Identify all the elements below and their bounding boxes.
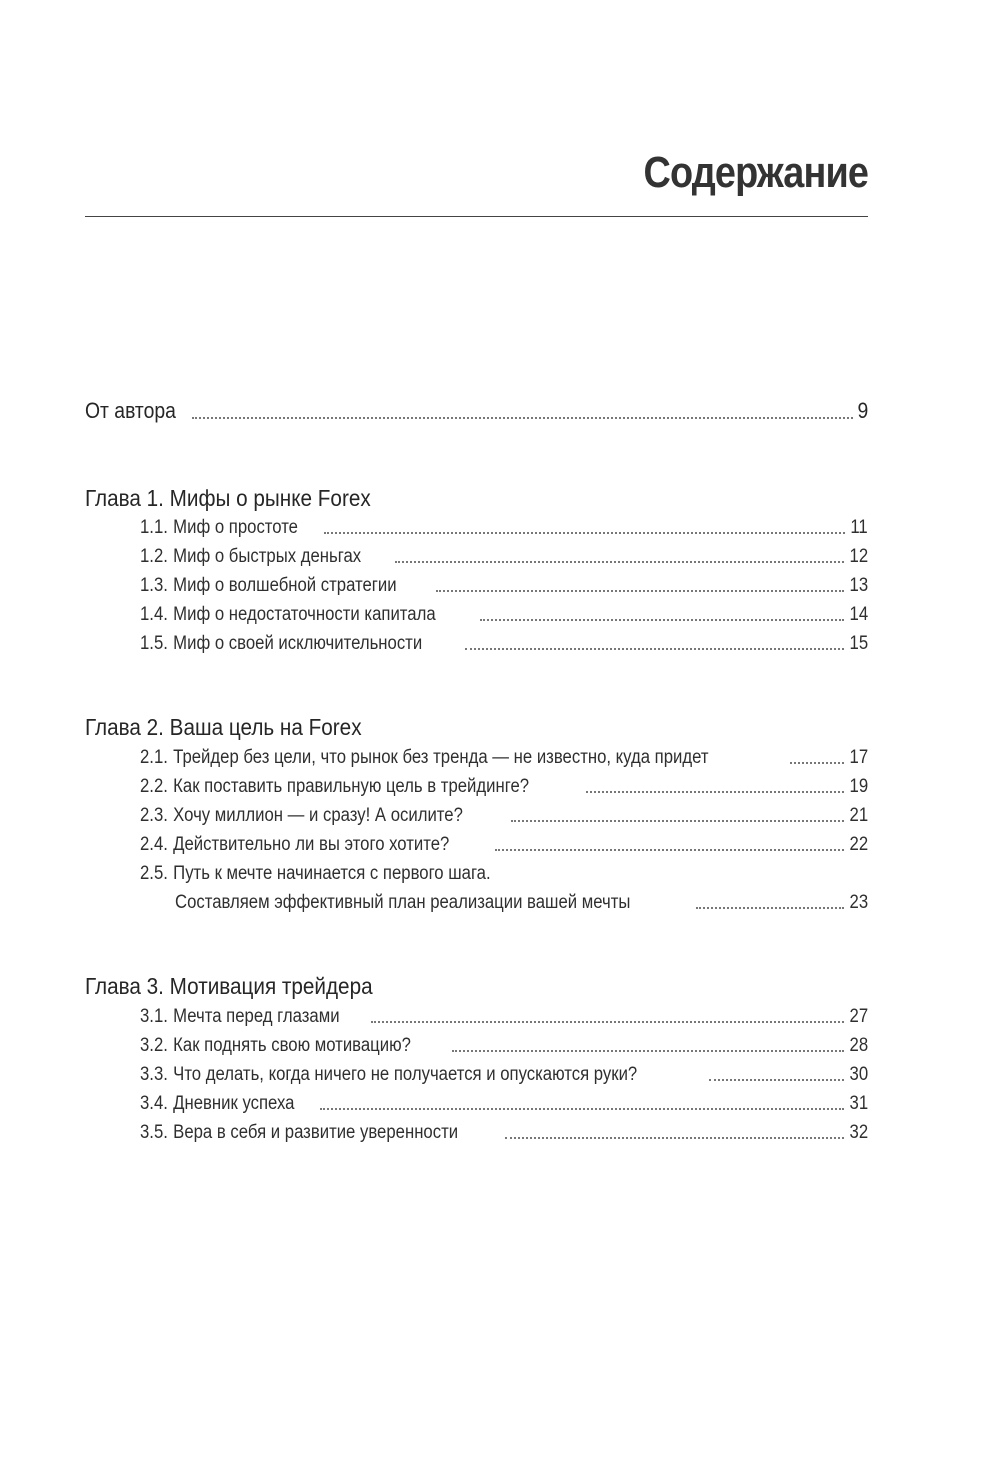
toc-entry[interactable] (140, 1093, 868, 1115)
toc-entry-label: Вера в себя и развитие уверенности (173, 1122, 459, 1143)
toc-entry-number: 1.2. (140, 546, 168, 567)
toc-entry[interactable] (140, 575, 868, 597)
dot-leader (320, 1107, 844, 1110)
toc-entry-label: Дневник успеха (173, 1093, 295, 1114)
toc-entry-number: 1.5. (140, 633, 168, 654)
toc-entry[interactable] (140, 633, 868, 655)
toc-entry-number: 3.1. (140, 1006, 168, 1027)
toc-entry-number: 1.1. (140, 517, 168, 538)
toc-entry[interactable] (140, 834, 868, 856)
toc-page-number: 32 (849, 1122, 868, 1143)
toc-entry-label: Хочу миллион — и сразу! А осилите? (173, 805, 463, 826)
toc-entry-number: 3.2. (140, 1035, 168, 1056)
toc-entry[interactable] (140, 1064, 868, 1086)
dot-leader (495, 848, 843, 851)
dot-leader (436, 589, 844, 592)
toc-entry-from-author[interactable] (85, 398, 868, 424)
toc-page-number: 28 (849, 1035, 868, 1056)
dot-leader (324, 531, 846, 534)
toc-entry-label: Мечта перед глазами (173, 1006, 340, 1027)
toc-page-number: 23 (849, 892, 868, 913)
page-title: Содержание (643, 148, 868, 197)
toc-entry-number: 3.3. (140, 1064, 168, 1085)
toc-page-number: 31 (849, 1093, 868, 1114)
dot-leader (192, 416, 852, 419)
dot-leader (511, 819, 844, 822)
toc-entry-label: Составляем эффективный план реализации вашей мечты (175, 892, 631, 913)
toc-page-number: 12 (849, 546, 868, 567)
toc-entry-label: Миф о быстрых деньгах (173, 546, 362, 567)
toc-page-number: 19 (849, 776, 868, 797)
toc-entry-continuation[interactable] (175, 892, 868, 914)
toc-entry-number: 2.2. (140, 776, 168, 797)
toc-entry-number: 1.4. (140, 604, 168, 625)
toc-entry[interactable] (140, 1006, 868, 1028)
toc-entry-label: От автора (85, 398, 176, 423)
dot-leader (465, 647, 844, 650)
chapter-heading-2[interactable]: Глава 2. Ваша цель на Forex (85, 714, 362, 740)
toc-page-number: 14 (849, 604, 868, 625)
title-divider (85, 216, 868, 217)
toc-entry[interactable] (140, 776, 868, 798)
toc-entry[interactable] (140, 747, 868, 769)
toc-entry-label: Миф о волшебной стратегии (173, 575, 397, 596)
chapter-heading-1[interactable]: Глава 1. Мифы о рынке Forex (85, 485, 371, 511)
toc-entry-label: Миф о своей исключительности (173, 633, 423, 654)
toc-entry-number: 2.4. (140, 834, 168, 855)
toc-entry[interactable] (140, 546, 868, 568)
dot-leader (790, 761, 844, 764)
toc-entry-number: 3.5. (140, 1122, 168, 1143)
toc-page-number: 17 (849, 747, 868, 768)
toc-entry-label: Миф о недостаточности капитала (173, 604, 436, 625)
toc-entry-number: 2.1. (140, 747, 168, 768)
toc-page-number: 15 (849, 633, 868, 654)
toc-entry[interactable] (140, 1122, 868, 1144)
toc-page-number: 22 (849, 834, 868, 855)
dot-leader (586, 790, 844, 793)
toc-page-number: 13 (849, 575, 868, 596)
toc-entry[interactable] (140, 604, 868, 626)
toc-entry-label: Как поставить правильную цель в трейдинге? (173, 776, 530, 797)
dot-leader (696, 906, 843, 909)
toc-entry[interactable] (140, 805, 868, 827)
toc-entry-label: Трейдер без цели, что рынок без тренда — не известно, куда придет (173, 747, 709, 768)
toc-entry[interactable] (140, 863, 868, 885)
dot-leader (505, 1136, 843, 1139)
toc-page-number: 27 (849, 1006, 868, 1027)
dot-leader (371, 1020, 844, 1023)
toc-entry-label: Миф о простоте (173, 517, 298, 538)
toc-page-number: 11 (850, 517, 868, 538)
toc-page-number: 30 (849, 1064, 868, 1085)
toc-entry-label: Путь к мечте начинается с первого шага. (173, 863, 491, 884)
toc-entry-number: 2.3. (140, 805, 168, 826)
toc-entry[interactable] (140, 517, 868, 539)
toc-entry[interactable] (140, 1035, 868, 1057)
toc-entry-number: 1.3. (140, 575, 168, 596)
toc-entry-number: 2.5. (140, 863, 168, 884)
toc-entry-label: Действительно ли вы этого хотите? (173, 834, 450, 855)
toc-entry-label: Что делать, когда ничего не получается и опускаются руки? (173, 1064, 638, 1085)
toc-page-number: 9 (857, 398, 868, 423)
chapter-heading-3[interactable]: Глава 3. Мотивация трейдера (85, 973, 373, 999)
toc-page-number: 21 (849, 805, 868, 826)
dot-leader (480, 618, 844, 621)
dot-leader (709, 1078, 844, 1081)
toc-entry-number: 3.4. (140, 1093, 168, 1114)
dot-leader (395, 560, 844, 563)
toc-entry-label: Как поднять свою мотивацию? (173, 1035, 411, 1056)
dot-leader (452, 1049, 844, 1052)
